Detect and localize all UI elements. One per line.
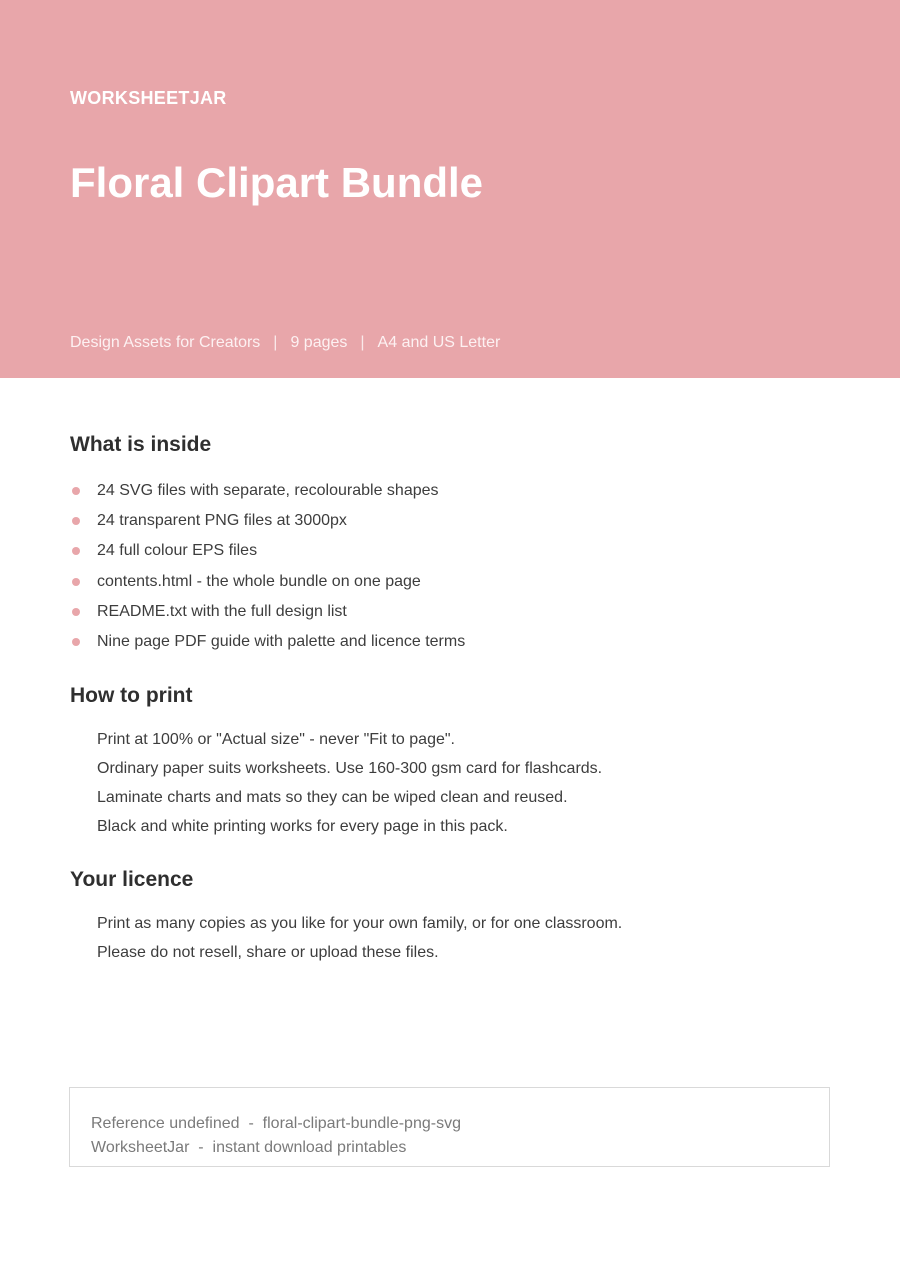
footer-reference-box <box>69 1087 830 1167</box>
list-item <box>70 567 830 597</box>
bullet-dot-icon <box>72 517 80 525</box>
list-item <box>70 627 830 657</box>
list-item-text: 24 SVG files with separate, recolourable shapes <box>97 482 439 499</box>
bullet-dot-icon <box>72 608 80 616</box>
instruction-line: Black and white printing works for every page in this pack. <box>97 818 508 836</box>
footer-reference: Reference undefined - floral-clipart-bundle-png-svg <box>91 1115 461 1132</box>
section-heading: How to print <box>70 684 193 708</box>
meta-separator: | <box>273 334 278 351</box>
list-item <box>70 476 830 506</box>
meta-line <box>70 334 500 352</box>
footer-tagline: WorksheetJar - instant download printables <box>91 1139 407 1156</box>
brand-name: WORKSHEETJAR <box>70 88 227 108</box>
section-heading: What is inside <box>70 433 212 456</box>
meta-pages: 9 pages <box>290 334 348 351</box>
meta-separator: | <box>360 334 365 351</box>
bullet-dot-icon <box>72 638 80 646</box>
list-item-text: Nine page PDF guide with palette and licence terms <box>97 633 466 651</box>
print-instructions <box>70 725 830 841</box>
meta-paper: A4 and US Letter <box>377 334 501 351</box>
page-title: Floral Clipart Bundle <box>70 159 484 206</box>
section-what-is-inside <box>70 430 830 657</box>
list-item-text: 24 transparent PNG files at 3000px <box>97 512 347 530</box>
list-item <box>70 536 830 566</box>
list-item-text: README.txt with the full design list <box>97 602 347 620</box>
main-content <box>70 430 830 967</box>
section-your-licence <box>70 865 830 967</box>
contents-list <box>70 476 830 657</box>
bullet-dot-icon <box>72 578 80 586</box>
list-item-text: contents.html - the whole bundle on one page <box>97 572 421 590</box>
bullet-dot-icon <box>72 547 80 555</box>
section-heading: Your licence <box>70 868 194 892</box>
meta-category: Design Assets for Creators <box>70 334 261 351</box>
list-item-text: 24 full colour EPS files <box>97 542 258 560</box>
instruction-line: Laminate charts and mats so they can be wiped clean and reused. <box>97 789 568 807</box>
list-item <box>70 506 830 536</box>
header-banner <box>0 0 900 378</box>
list-item <box>70 597 830 627</box>
licence-line: Please do not resell, share or upload these files. <box>97 944 439 962</box>
licence-line: Print as many copies as you like for your own family, or for one classroom. <box>97 915 623 933</box>
instruction-line: Ordinary paper suits worksheets. Use 160-300 gsm card for flashcards. <box>97 760 603 778</box>
instruction-line: Print at 100% or "Actual size" - never "Fit to page". <box>97 731 455 749</box>
licence-terms <box>70 909 830 967</box>
bullet-dot-icon <box>72 487 80 495</box>
section-how-to-print <box>70 681 830 841</box>
